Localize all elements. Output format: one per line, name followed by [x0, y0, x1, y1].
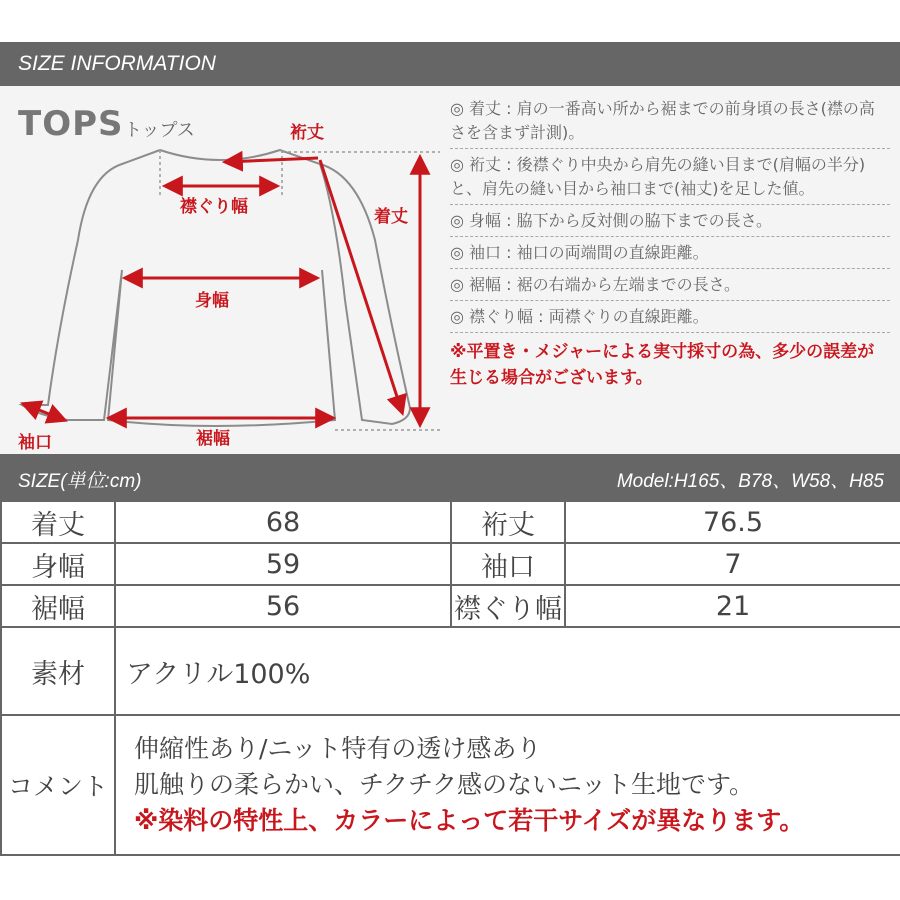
model-info: Model:H165、B78、W58、H85 — [616, 471, 884, 492]
cell-value: 59 — [115, 543, 451, 585]
note-hem-width: ◎ 裾幅 : 裾の右端から左端までの長さ。 — [450, 272, 890, 301]
comment-line-1: 伸縮性あり/ニット特有の透け感あり — [134, 734, 542, 763]
cell-key: 裄丈 — [451, 501, 565, 543]
cell-value: 56 — [115, 585, 451, 627]
cell-value: 68 — [115, 501, 451, 543]
measurement-notes — [450, 96, 890, 391]
label-length: 着丈 — [374, 207, 408, 227]
table-row — [1, 501, 900, 543]
measurement-warning: ※平置き・メジャーによる実寸採寸の為、多少の誤差が生じる場合がございます。 — [450, 342, 875, 388]
label-neck-width: 襟ぐり幅 — [180, 197, 248, 217]
note-cuff: ◎ 袖口 : 袖口の両端間の直線距離。 — [450, 240, 890, 269]
cuff-arrow — [24, 404, 64, 420]
note-body-width: ◎ 身幅 : 脇下から反対側の脇下までの長さ。 — [450, 208, 890, 237]
comment-line-3: ※染料の特性上、カラーによって若干サイズが異なります。 — [134, 806, 805, 835]
tops-title: TOPS — [18, 104, 124, 144]
cell-key: 襟ぐり幅 — [451, 585, 565, 627]
comment-value — [115, 715, 900, 855]
note-length: ◎ 着丈 : 肩の一番高い所から裾までの前身頃の長さ(襟の高さを含まず計測)。 — [450, 96, 890, 149]
label-sleeve-length: 裄丈 — [290, 123, 324, 143]
cell-value: 21 — [565, 585, 900, 627]
sleeve-length-arrow — [320, 160, 402, 412]
material-label: 素材 — [1, 627, 115, 715]
cell-value: 7 — [565, 543, 900, 585]
label-hem-width: 裾幅 — [196, 429, 230, 449]
label-cuff: 袖口 — [18, 433, 52, 453]
comment-label: コメント — [1, 715, 115, 855]
size-unit-label: SIZE(単位:cm) — [18, 471, 142, 492]
cell-key: 袖口 — [451, 543, 565, 585]
comment-line-2: 肌触りの柔らかい、チクチク感のないニット生地です。 — [134, 770, 755, 799]
label-body-width: 身幅 — [195, 291, 229, 311]
tops-subtitle: トップス — [124, 120, 195, 141]
size-bar — [0, 454, 900, 500]
cell-key: 着丈 — [1, 501, 115, 543]
size-table — [0, 500, 900, 856]
table-row — [1, 543, 900, 585]
material-value: アクリル100% — [115, 627, 900, 715]
size-information-title: SIZE INFORMATION — [18, 52, 216, 75]
cell-key: 裾幅 — [1, 585, 115, 627]
table-row — [1, 585, 900, 627]
note-neck-width: ◎ 襟ぐり幅 : 両襟ぐりの直線距離。 — [450, 304, 890, 333]
cell-key: 身幅 — [1, 543, 115, 585]
note-sleeve-length: ◎ 裄丈 : 後襟ぐり中央から肩先の縫い目まで(肩幅の半分)と、肩先の縫い目から袖口まで(袖丈)を足した値。 — [450, 152, 890, 205]
size-information-bar — [0, 42, 900, 86]
comment-row — [1, 715, 900, 855]
cell-value: 76.5 — [565, 501, 900, 543]
material-row — [1, 627, 900, 715]
